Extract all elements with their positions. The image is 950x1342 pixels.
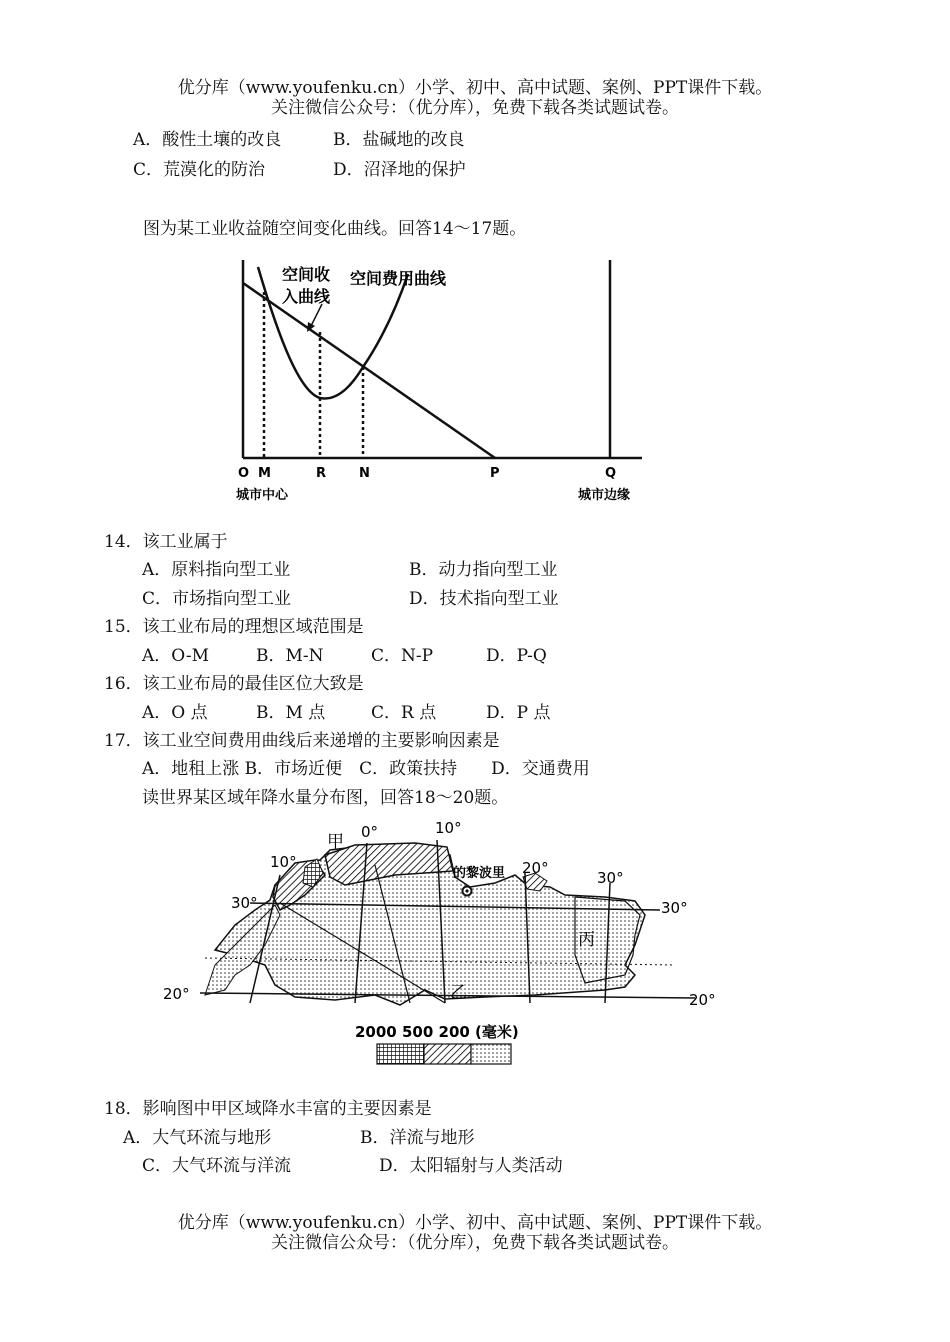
lon-label-10-left: 10° xyxy=(270,853,297,871)
intro-14-17: 图为某工业收益随空间变化曲线。回答14～17题。 xyxy=(143,219,527,239)
legend-swatch-500 xyxy=(424,1044,471,1064)
cost-curve-label: 空间费用曲线 xyxy=(350,269,447,288)
header-line-1: 优分库（www.youfenku.cn）小学、初中、高中试题、案例、PPT课件下载。 xyxy=(177,78,773,98)
q16-option-c: C．R 点 xyxy=(371,703,437,723)
q15-option-c: C．N-P xyxy=(371,646,434,666)
legend-swatch-200 xyxy=(471,1044,511,1064)
precipitation-map-figure xyxy=(155,815,735,1075)
footer-line-1: 优分库（www.youfenku.cn）小学、初中、高中试题、案例、PPT课件下载。 xyxy=(177,1213,773,1233)
income-curve-label-1: 空间收 xyxy=(282,265,331,284)
axis-label-q: Q xyxy=(605,466,617,481)
lat-label-30-left: 30° xyxy=(231,894,258,912)
q14-option-a: A．原料指向型工业 xyxy=(142,560,291,580)
q14-option-b: B．动力指向型工业 xyxy=(409,560,558,580)
income-curve-label-2: 入曲线 xyxy=(282,287,331,306)
lon-label-0: 0° xyxy=(361,823,379,841)
lat-label-30-right: 30° xyxy=(661,899,688,917)
q14-option-d: D．技术指向型工业 xyxy=(409,589,559,609)
axis-label-p: P xyxy=(490,466,500,481)
q18-stem: 18．影响图中甲区域降水丰富的主要因素是 xyxy=(104,1099,432,1119)
q15-option-a: A．O-M xyxy=(142,646,209,666)
axis-label-o: O xyxy=(238,466,250,481)
q17-stem: 17．该工业空间费用曲线后来递增的主要影响因素是 xyxy=(104,731,500,751)
legend-values: 2000 500 200 (毫米) xyxy=(355,1023,519,1041)
q15-option-b: B．M-N xyxy=(256,646,324,666)
footer-line-2: 关注微信公众号：（优分库），免费下载各类试题试卷。 xyxy=(271,1233,679,1253)
q18-option-d: D．太阳辐射与人类活动 xyxy=(379,1156,563,1176)
lon-label-30: 30° xyxy=(597,869,624,887)
q16-option-b: B．M 点 xyxy=(256,703,326,723)
axis-label-m: M xyxy=(258,466,271,481)
city-center-label: 城市中心 xyxy=(236,488,289,503)
lon-label-10-top: 10° xyxy=(435,819,462,837)
q15-stem: 15．该工业布局的理想区域范围是 xyxy=(104,617,364,637)
q16-option-a: A．O 点 xyxy=(142,703,208,723)
label-bing: 丙 xyxy=(578,930,595,950)
lon-label-20: 20° xyxy=(522,859,549,877)
axis-label-r: R xyxy=(316,466,327,481)
q16-stem: 16．该工业布局的最佳区位大致是 xyxy=(104,674,364,694)
lat-label-20-left: 20° xyxy=(163,985,190,1003)
q15-option-d: D．P-Q xyxy=(486,646,547,666)
q17-options: A．地租上涨 B．市场近便 C．政策扶持 D．交通费用 xyxy=(142,759,590,779)
q18-option-c: C．大气环流与洋流 xyxy=(142,1156,292,1176)
q16-option-d: D．P 点 xyxy=(486,703,551,723)
q13-option-d: D．沼泽地的保护 xyxy=(333,160,466,180)
income-curve xyxy=(243,283,495,458)
q14-option-c: C．市场指向型工业 xyxy=(142,589,292,609)
q13-option-c: C．荒漠化的防治 xyxy=(133,160,266,180)
q18-option-b: B．洋流与地形 xyxy=(360,1128,475,1148)
q13-option-a: A．酸性土壤的改良 xyxy=(133,130,282,150)
axis-label-n: N xyxy=(359,466,370,481)
lat-label-20-right: 20° xyxy=(689,991,716,1009)
label-yi: 乙 xyxy=(450,983,467,1003)
label-jia: 甲 xyxy=(327,832,344,852)
q18-option-a: A．大气环流与地形 xyxy=(123,1128,272,1148)
legend-swatch-2000 xyxy=(377,1044,424,1064)
q14-stem: 14．该工业属于 xyxy=(104,532,228,552)
header-line-2: 关注微信公众号：（优分库），免费下载各类试题试卷。 xyxy=(271,98,679,118)
industry-revenue-curve-figure xyxy=(230,252,650,507)
q13-option-b: B．盐碱地的改良 xyxy=(333,130,465,150)
city-label: 的黎波里 xyxy=(453,866,506,881)
city-edge-label: 城市边缘 xyxy=(578,488,631,503)
intro-18-20: 读世界某区域年降水量分布图，回答18～20题。 xyxy=(142,788,509,808)
